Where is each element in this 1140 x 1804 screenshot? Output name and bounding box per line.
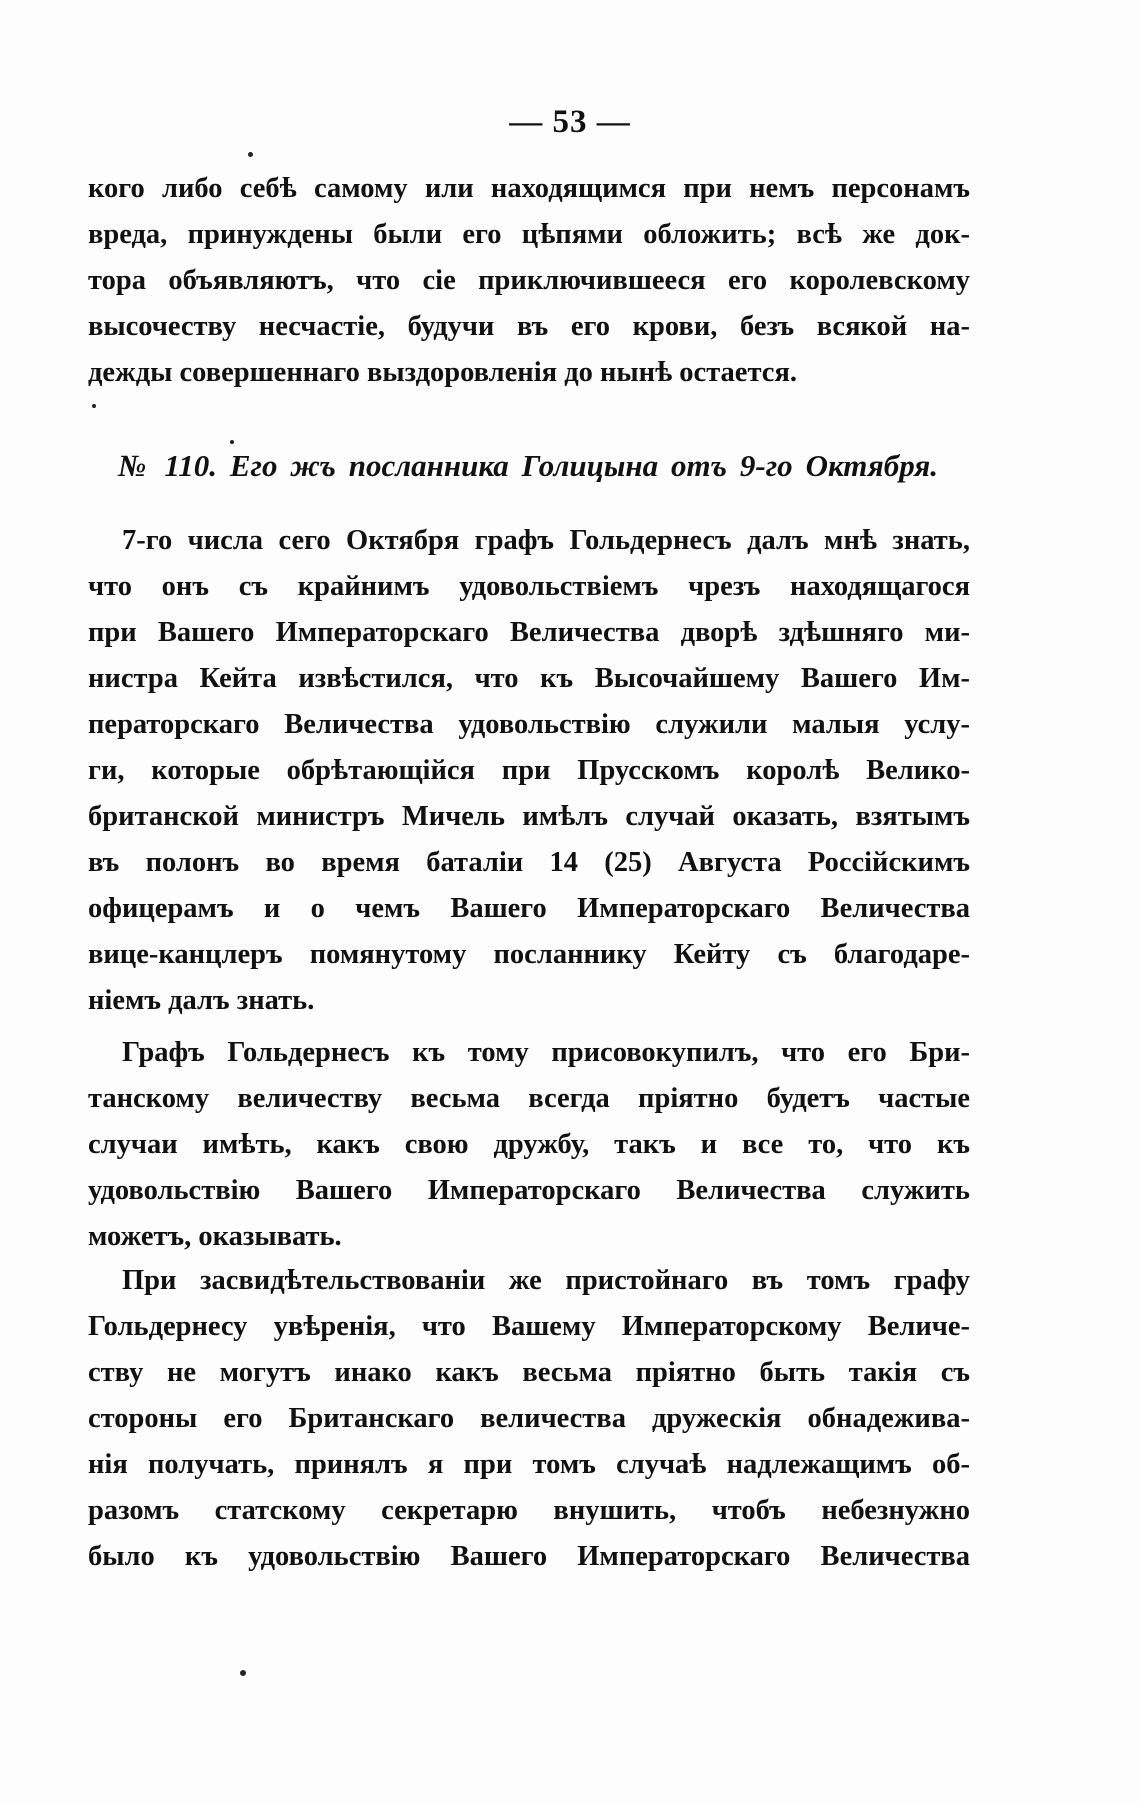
text-line: тора объявляютъ, что сіе приключившееся его королевскому <box>88 265 970 296</box>
text-line: Графъ Гольдернесъ къ тому присовокупилъ, что его Бри- <box>122 1037 970 1068</box>
text-line: вреда, принуждены были его цѣпями обложить; всѣ же док- <box>88 219 970 250</box>
text-line: кого либо себѣ самому или находящимся при немъ персонамъ <box>88 173 970 204</box>
text-line: было къ удовольствію Вашего Императорскаго Величества <box>88 1541 970 1572</box>
text-line: нистра Кейта извѣстился, что къ Высочайшему Вашего Им- <box>88 663 970 694</box>
text-line: при Вашего Императорскаго Величества дворѣ здѣшняго ми- <box>88 617 970 648</box>
text-line: офицерамъ и о чемъ Вашего Императорскаго Величества <box>88 893 970 924</box>
continuation-paragraph <box>88 166 970 396</box>
text-line: ству не могутъ инако какъ весьма пріятно быть такія съ <box>88 1357 970 1388</box>
print-speck <box>248 152 253 157</box>
text-line: можетъ, оказывать. <box>88 1221 342 1252</box>
section-heading: № 110. Его жъ посланника Голицына отъ 9-го Октября. <box>118 448 938 483</box>
text-line: что онъ съ крайнимъ удовольствіемъ чрезъ находящагося <box>88 571 970 602</box>
paragraph-2 <box>88 1030 970 1260</box>
text-line: случаи имѣть, какъ свою дружбу, такъ и все то, что къ <box>88 1129 970 1160</box>
text-line: ги, которые обрѣтающійся при Прусскомъ королѣ Велико- <box>88 755 970 786</box>
text-line: удовольствію Вашего Императорскаго Величества служить <box>88 1175 970 1206</box>
text-line: вице-канцлеръ помянутому посланнику Кейту съ благодаре- <box>88 939 970 970</box>
text-line: нія получать, принялъ я при томъ случаѣ надлежащимъ об- <box>88 1449 970 1480</box>
text-line: дежды совершеннаго выздоровленія до нынѣ остается. <box>88 357 797 388</box>
text-line: ператорскаго Величества удовольствію служили малыя услу- <box>88 709 970 740</box>
text-line: высочеству несчастіе, будучи въ его крови, безъ всякой на- <box>88 311 970 342</box>
paragraph-1 <box>88 518 970 1024</box>
paragraph-3 <box>88 1258 970 1580</box>
page-number: — 53 — <box>509 104 631 140</box>
text-line: стороны его Британскаго величества дружескія обнадежива- <box>88 1403 970 1434</box>
text-line: ніемъ далъ знать. <box>88 985 315 1016</box>
text-line: танскому величеству весьма всегда пріятно будетъ частые <box>88 1083 970 1114</box>
text-line: въ полонъ во время баталіи 14 (25) Августа Россійскимъ <box>88 847 970 878</box>
text-line: 7-го числа сего Октября графъ Гольдернесъ далъ мнѣ знать, <box>122 525 970 556</box>
text-line: британской министръ Мичель имѣлъ случай оказать, взятымъ <box>88 801 970 832</box>
text-line: Гольдернесу увѣренія, что Вашему Императорскому Величе- <box>88 1311 970 1342</box>
text-line: При засвидѣтельствованіи же пристойнаго въ томъ графу <box>122 1265 970 1296</box>
text-line: разомъ статскому секретарю внушить, чтобъ небезнужно <box>88 1495 970 1526</box>
print-speck <box>240 1670 246 1676</box>
print-speck <box>92 404 96 408</box>
print-speck <box>230 440 234 444</box>
